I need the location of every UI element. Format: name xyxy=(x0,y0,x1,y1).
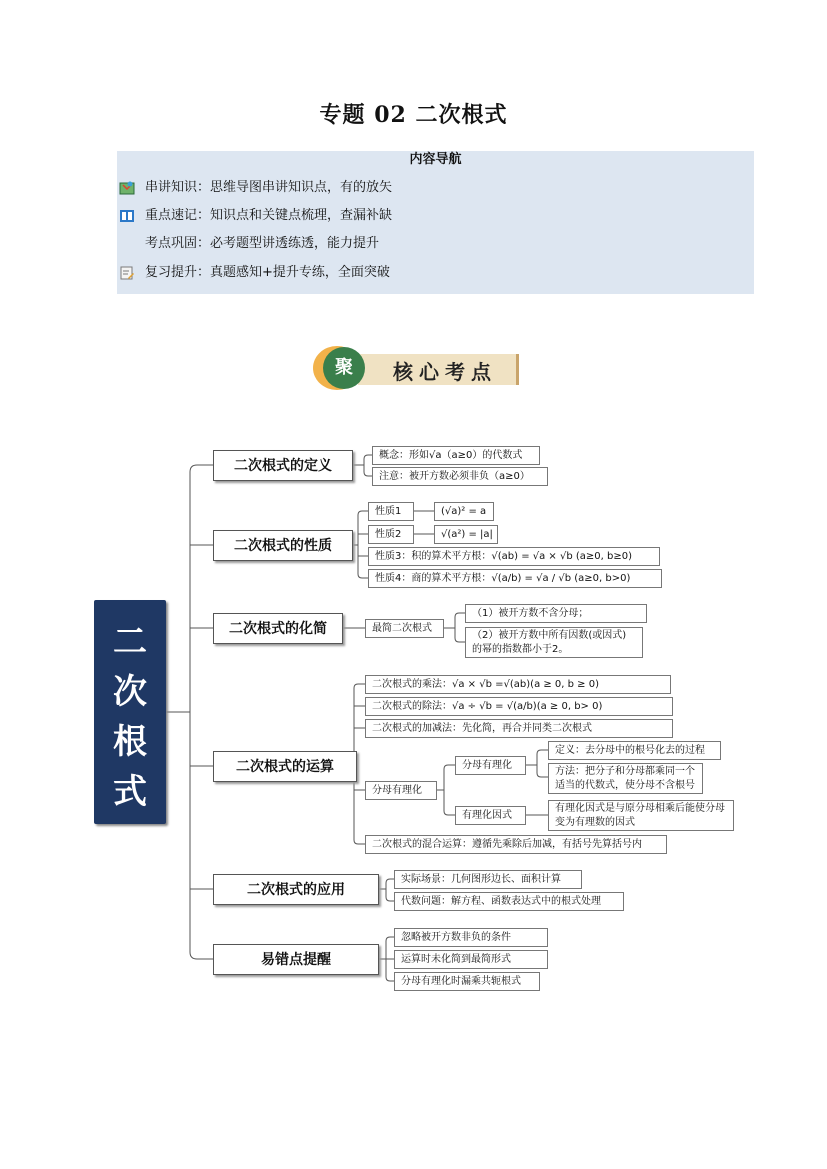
operation-mixed: 二次根式的混合运算：遵循先乘除后加减，有括号先算括号内 xyxy=(365,835,667,854)
root-char: 式 xyxy=(113,772,147,812)
banner-text: 核心考点 xyxy=(393,360,497,384)
property-2-value: √(a²) = |a| xyxy=(434,525,498,544)
root-char: 根 xyxy=(113,722,147,762)
branch-operations: 二次根式的运算 xyxy=(213,751,357,782)
mistake-nonnegative: 忽略被开方数非负的条件 xyxy=(394,928,548,947)
root-char: 次 xyxy=(113,672,147,712)
simplest-condition-2: （2）被开方数中所有因数(或因式)的幂的指数都小于2。 xyxy=(465,627,643,658)
banner-badge: 聚 xyxy=(323,347,365,389)
rationalizing-factor-text: 有理化因式是与原分母相乘后能使分母变为有理数的因式 xyxy=(548,800,734,831)
mindmap-root xyxy=(94,600,166,824)
operation-division: 二次根式的除法：√a ÷ √b = √(a/b)(a ≥ 0, b> 0) xyxy=(365,697,673,716)
simplest-radical: 最简二次根式 xyxy=(365,619,444,638)
operation-addition: 二次根式的加减法：先化简，再合并同类二次根式 xyxy=(365,719,673,738)
definition-concept: 概念：形如√a（a≥0）的代数式 xyxy=(372,446,540,465)
application-algebra: 代数问题：解方程、函数表达式中的根式处理 xyxy=(394,892,624,911)
simplest-condition-1: （1）被开方数不含分母； xyxy=(465,604,647,623)
application-practical: 实际场景：几何图形边长、面积计算 xyxy=(394,870,582,889)
rationalizing-factor: 有理化因式 xyxy=(455,806,526,825)
property-4: 性质4：商的算术平方根：√(a/b) = √a / √b (a≥0, b>0) xyxy=(368,569,662,588)
content-navigation-panel: 内容导航 串讲知识：思维导图串讲知识点，有的放矢 重点速记：知识点和关键点梳理，查漏补缺 考点巩固：必考题型讲透练透，能力提升 复习提升：真题感知+提升专练，全面突破 xyxy=(117,151,754,294)
property-1-label: 性质1 xyxy=(368,502,414,521)
property-3: 性质3：积的算术平方根：√(ab) = √a × √b (a≥0, b≥0) xyxy=(368,547,660,566)
mistake-not-simplified: 运算时未化简到最简形式 xyxy=(394,950,548,969)
nav-heading: 内容导航 xyxy=(409,152,462,167)
property-1-value: (√a)² = a xyxy=(434,502,494,521)
branch-definition: 二次根式的定义 xyxy=(213,450,353,481)
definition-note: 注意：被开方数必须非负（a≥0） xyxy=(372,467,548,486)
root-char: 二 xyxy=(113,622,147,662)
branch-mistakes: 易错点提醒 xyxy=(213,944,379,975)
property-2-label: 性质2 xyxy=(368,525,414,544)
operation-multiplication: 二次根式的乘法：√a × √b =√(ab)(a ≥ 0, b ≥ 0) xyxy=(365,675,671,694)
branch-properties: 二次根式的性质 xyxy=(213,530,353,561)
rationalize-denominator: 分母有理化 xyxy=(455,756,526,775)
branch-application: 二次根式的应用 xyxy=(213,874,379,905)
branch-simplify: 二次根式的化简 xyxy=(213,613,343,644)
operation-rationalize: 分母有理化 xyxy=(365,781,437,800)
rationalize-definition: 定义：去分母中的根号化去的过程 xyxy=(548,741,721,760)
rationalize-method: 方法：把分子和分母都乘同一个适当的代数式，使分母不含根号 xyxy=(548,763,703,794)
page-title: 专题 02 二次根式 xyxy=(319,102,508,128)
mistake-conjugate: 分母有理化时漏乘共轭根式 xyxy=(394,972,540,991)
